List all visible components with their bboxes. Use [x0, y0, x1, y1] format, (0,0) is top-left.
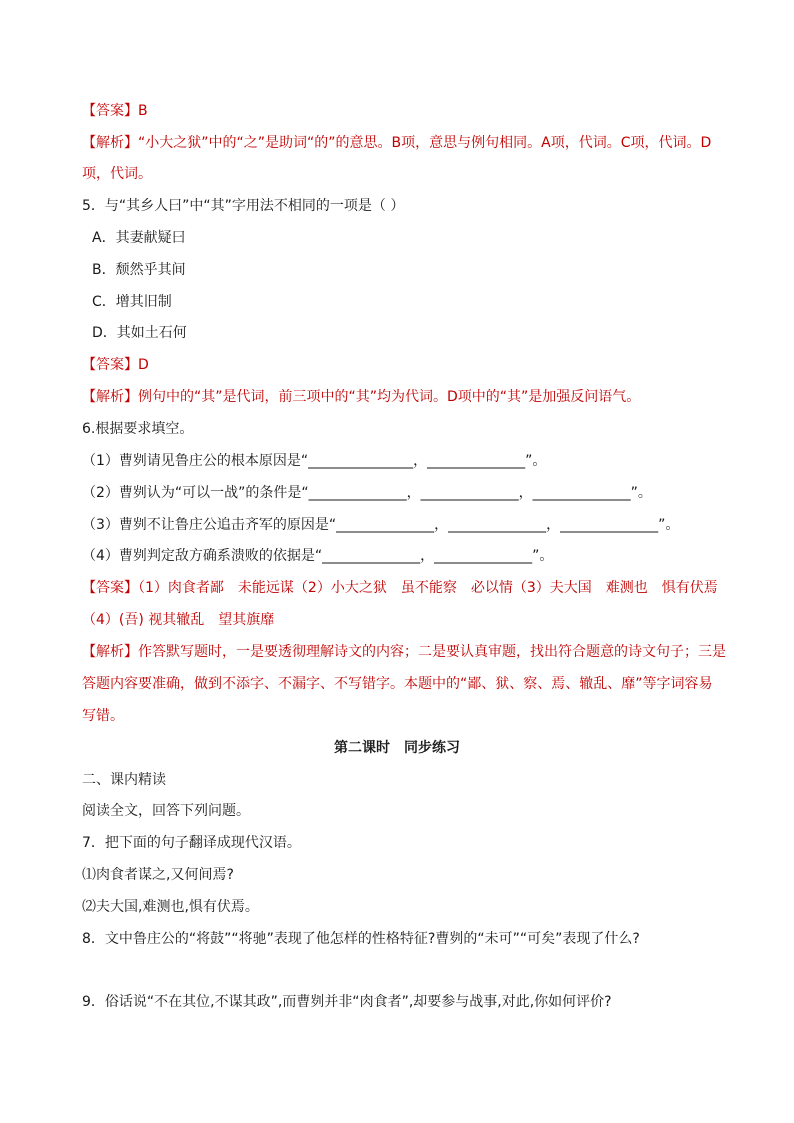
analysis-text: “小大之狱”中的“之”是助词“的”的意思。B项，意思与例句相同。A项，代词。C项，代词。D — [138, 135, 712, 151]
section-subtitle: 二、课内精读 — [82, 772, 166, 788]
section-title: 第二课时 同步练习 — [334, 740, 460, 756]
q9-stem: 9．俗话说“不在其位,不谋其政”,而曹刿并非“肉食者”,却要参与战事,对此,你如何评价? — [82, 994, 612, 1010]
q6-stem: 6.根据要求填空。 — [82, 421, 194, 437]
q6-analysis-cont-2: 写错。 — [82, 708, 124, 724]
answer-text: （1）肉食者鄙 未能远谋（2）小大之狱 虽不能察 必以情（3）夫大国 难测也 惧有伏焉 — [138, 580, 718, 596]
answer-tag: 【答案】 — [82, 357, 138, 373]
q7-sentence-2: ⑵夫大国,难测也,惧有伏焉。 — [82, 899, 259, 915]
analysis-text: 作答默写题时，一是要透彻理解诗文的内容；二是要认真审题，找出符合题意的诗文句子；三是 — [138, 644, 726, 660]
q5-option-b: B．颓然乎其间 — [92, 262, 186, 278]
q5-option-a: A．其妻献疑曰 — [92, 230, 186, 246]
q4-answer — [82, 101, 148, 121]
q6-item-4: （4）曹刿判定敌方确系溃败的依据是“______________，______________”。 — [82, 548, 554, 564]
answer-text: D — [138, 357, 149, 373]
q7-sentence-1: ⑴肉食者谋之,又何间焉? — [82, 867, 234, 883]
answer-tag: 【答案】 — [82, 103, 138, 119]
q6-item-2: （2）曹刿认为“可以一战”的条件是“______________，______________，______________”。 — [82, 485, 652, 501]
q5-analysis — [82, 387, 640, 407]
q6-answer-cont: （4）(吾) 视其辙乱 望其旗靡 — [82, 612, 275, 628]
answer-tag: 【答案】 — [82, 580, 138, 596]
analysis-tag: 【解析】 — [82, 644, 138, 660]
analysis-tag: 【解析】 — [82, 389, 138, 405]
q7-stem: 7．把下面的句子翻译成现代汉语。 — [82, 835, 301, 851]
q8-stem: 8．文中鲁庄公的“将鼓”“将驰”表现了他怎样的性格特征?曹刿的“未可”“可矣”表现了什么? — [82, 931, 640, 947]
q6-analysis-cont-1: 答题内容要准确，做到不添字、不漏字、不写错字。本题中的“鄙、狱、察、焉、辙乱、靡”等字词容易 — [82, 676, 713, 692]
q6-analysis — [82, 642, 726, 662]
analysis-tag: 【解析】 — [82, 135, 138, 151]
q5-answer — [82, 355, 149, 375]
q6-item-3: （3）曹刿不让鲁庄公追击齐军的原因是“______________，______________，______________”。 — [82, 517, 680, 533]
analysis-text: 例句中的“其”是代词，前三项中的“其”均为代词。D项中的“其”是加强反问语气。 — [138, 389, 641, 405]
q4-analysis-cont: 项，代词。 — [82, 166, 152, 182]
answer-text: B — [138, 103, 148, 119]
q6-item-1: （1）曹刿请见鲁庄公的根本原因是“_______________，______________”。 — [82, 453, 547, 469]
q5-option-d: D．其如土石何 — [92, 325, 187, 341]
section-instruction: 阅读全文，回答下列问题。 — [82, 803, 250, 819]
q6-answer — [82, 578, 718, 598]
q5-stem: 5．与“其乡人曰”中“其”字用法不相同的一项是（ ） — [82, 198, 405, 214]
q5-option-c: C．增其旧制 — [92, 294, 172, 310]
q4-analysis — [82, 133, 711, 153]
